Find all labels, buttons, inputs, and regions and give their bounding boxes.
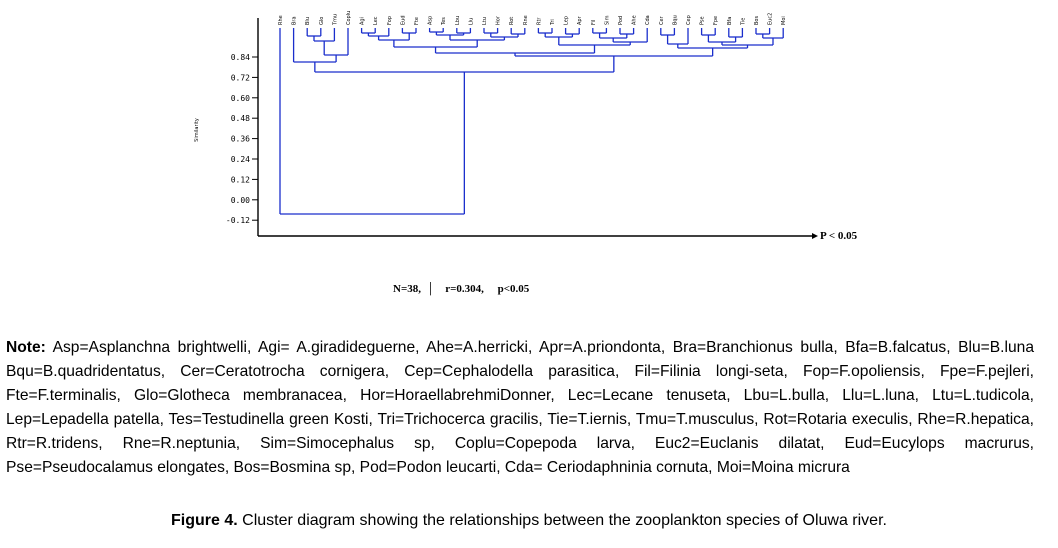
leaf-label: Euc2 xyxy=(767,12,774,25)
leaf-label: Cer xyxy=(658,16,665,25)
leaf-label: Lec xyxy=(373,16,380,25)
stats-n: N=38, xyxy=(393,283,421,295)
leaf-label: Lep xyxy=(563,16,570,25)
y-tick-label: -0.12 xyxy=(225,216,250,226)
leaf-label: Bqu xyxy=(672,15,679,25)
leaf-label: Coplu xyxy=(346,10,352,25)
leaf-label: Bfa xyxy=(726,16,733,25)
caption-label: Figure 4. xyxy=(171,512,238,529)
leaf-label: Rhe xyxy=(278,15,284,25)
y-tick-label: 0.24 xyxy=(230,155,250,164)
leaf-label: Ltu xyxy=(482,17,488,25)
leaf-label: Tes xyxy=(441,17,448,25)
leaf-label: Bos xyxy=(754,15,760,25)
leaf-label: Rtr xyxy=(536,17,543,25)
leaf-label: Rne xyxy=(522,15,529,25)
leaf-label: Tri xyxy=(550,19,556,25)
note-lead: Note: xyxy=(6,339,46,356)
leaf-label: Tie xyxy=(740,17,747,25)
y-axis-label: Similarity xyxy=(194,118,200,142)
leaf-label: Asp xyxy=(427,15,434,25)
x-axis-arrow xyxy=(812,233,818,239)
y-tick-label: 0.84 xyxy=(230,53,250,62)
leaf-label: Fte xyxy=(414,17,420,25)
leaf-label: Moi xyxy=(781,16,788,25)
leaf-label: Sim xyxy=(604,15,611,25)
leaf-label: Cda xyxy=(645,15,652,25)
leaf-label: Hor xyxy=(495,16,502,25)
leaf-label: Glo xyxy=(318,16,325,25)
figure-caption xyxy=(0,512,1058,530)
stats-divider: │ xyxy=(426,283,435,295)
y-tick-label: 0.48 xyxy=(230,114,250,124)
leaf-label: Lbu xyxy=(454,15,461,25)
y-tick-label: 0.36 xyxy=(230,134,250,144)
note-paragraph xyxy=(6,336,1034,480)
note-text: Asp=Asplanchna brightwelli, Agi= A.giradideguerne, Ahe=A.herricki, Apr=A.priondonta, Bra=Branchionus bulla, Bfa=B.falcatus, Blu=B.luna Bqu=B.quadridentatus, Cer=Ceratotrocha cornigera, Cep=Cephalodella parasitica, Fil=Filinia longi-seta, Fop=F.opoliensis, Fpe=F.pejleri, Fte=F.terminalis, Glo=Glotheca membranacea, Hor=HoraellabrehmiDonner, Lec=Lecane tenuseta, Lbu=L.bulla, Llu=L.luna, Ltu=L.tudicola, Lep=Lepadella patella, Tes=Testudinella green Kosti, Tri=Trichocerca gracilis, Tie=T.iernis, Tmu=T.musculus, Rot=Rotaria execulis, Rhe=R.hepatica, Rtr=R.tridens, Rne=R.neptunia, Sim=Simocephalus sp, Coplu=Copepoda larva, Euc2=Euclanis dilatat, Eud=Eucylops macrurus, Pse=Pseudocalamus elongates, Bos=Bosmina sp, Pod=Podon leucarti, Cda= Ceriodaphninia cornuta, Moi=Moina micrura xyxy=(6,339,1034,476)
leaf-label: Tmu xyxy=(332,13,339,25)
significance-label: P < 0.05 xyxy=(820,230,858,242)
leaf-label: Apr xyxy=(577,16,584,25)
leaf-label: Fpe xyxy=(713,15,720,25)
leaf-label: Fop xyxy=(386,16,393,25)
leaf-label: Fil xyxy=(590,19,597,25)
stats-line xyxy=(393,283,529,295)
y-tick-label: 0.00 xyxy=(230,195,250,205)
leaf-label: Agi xyxy=(359,17,366,25)
leaf-label: Blu xyxy=(305,17,312,25)
leaf-label: Cep xyxy=(686,15,692,25)
y-tick-label: 0.12 xyxy=(230,175,250,185)
leaf-label: Eud xyxy=(400,15,407,25)
leaf-label: Bra xyxy=(291,16,298,25)
stats-r: r=0.304, xyxy=(445,283,484,295)
y-tick-label: 0.72 xyxy=(230,73,250,83)
leaf-label: Llu xyxy=(468,17,475,25)
caption-text: Cluster diagram showing the relationships between the zooplankton species of Oluwa river. xyxy=(237,512,887,529)
stats-p: p<0.05 xyxy=(497,283,530,295)
leaf-label: Pse xyxy=(699,16,706,25)
leaf-label: Ahe xyxy=(631,15,638,25)
leaf-label: Pod xyxy=(618,15,624,25)
y-tick-label: 0.60 xyxy=(230,93,250,103)
leaf-label: Rot xyxy=(509,16,516,25)
